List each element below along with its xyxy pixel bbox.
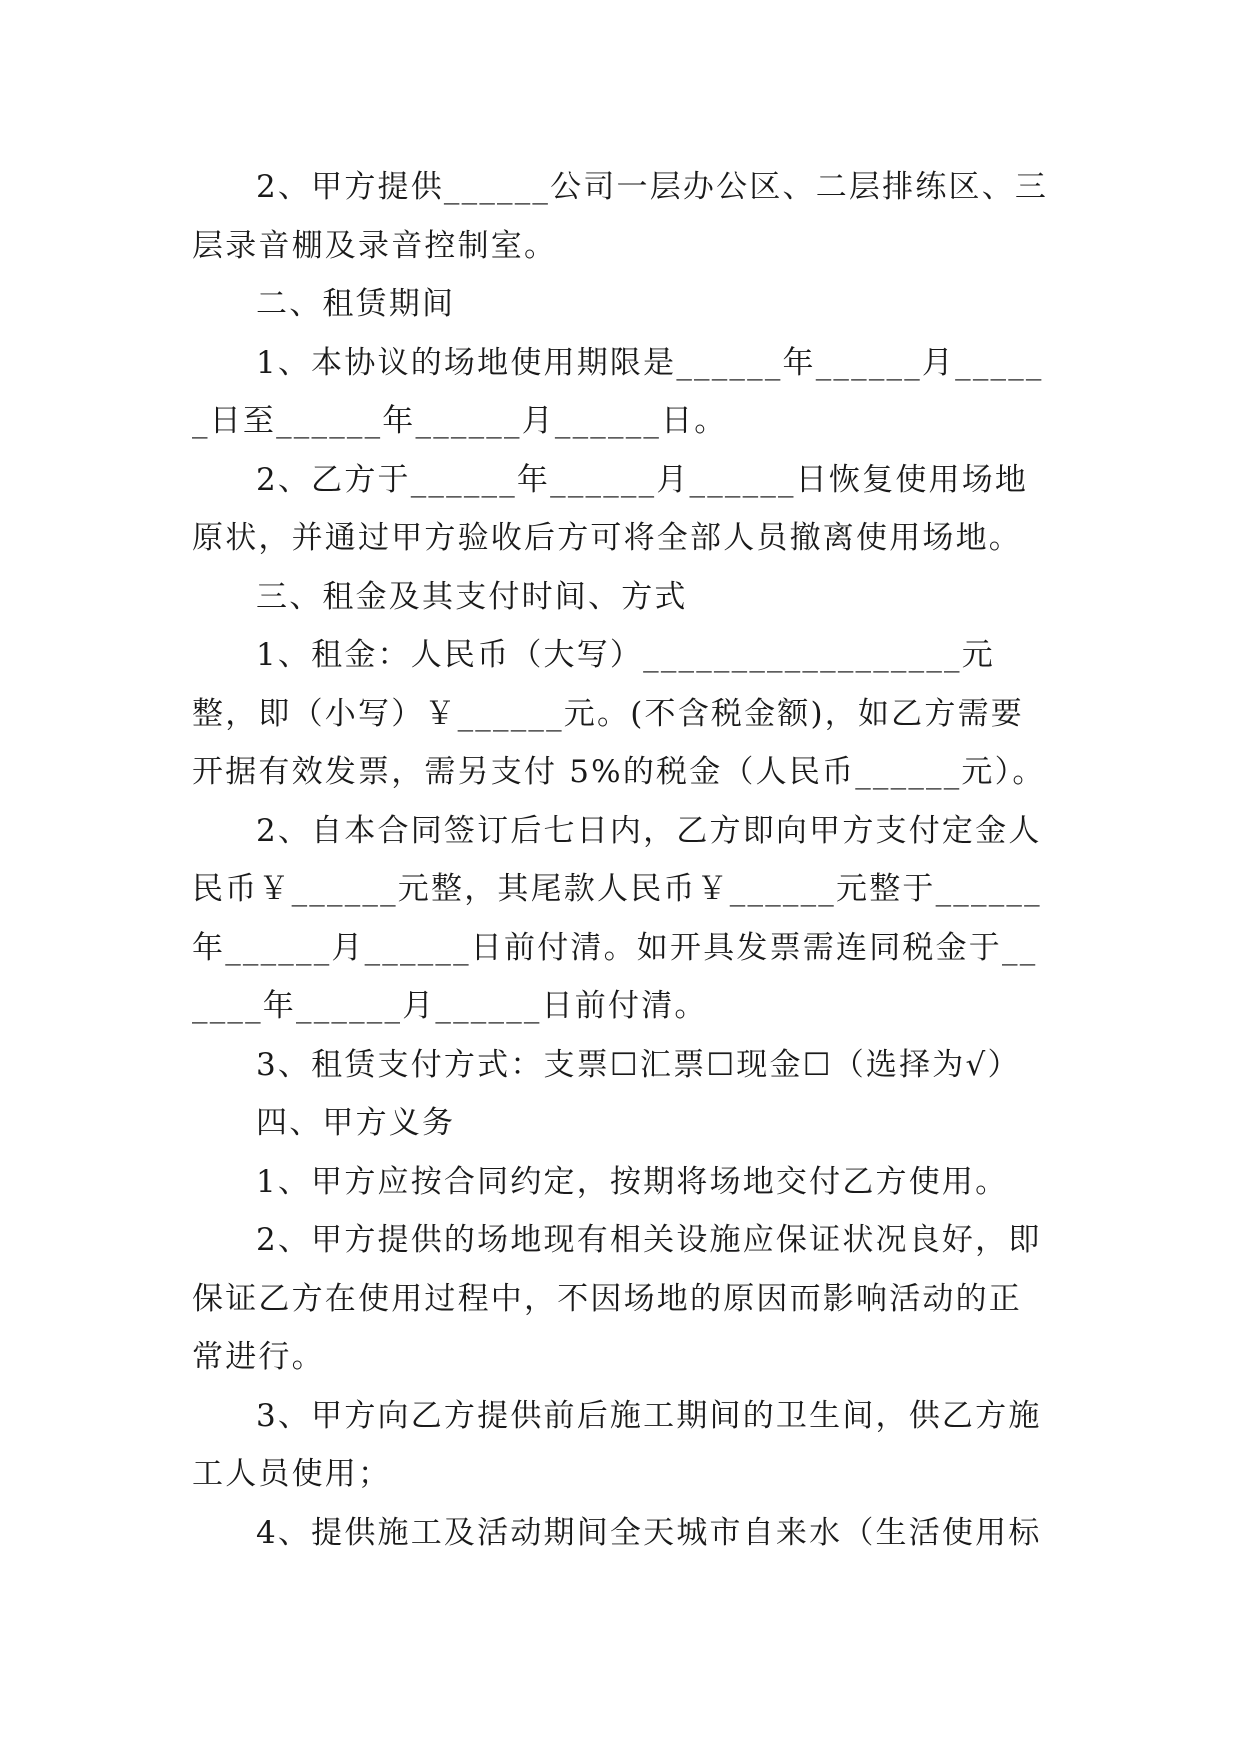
heading-rent-payment: 三、租金及其支付时间、方式 xyxy=(256,578,688,615)
paragraph-water-supply: 4、提供施工及活动期间全天城市自来水（生活使用标 xyxy=(256,1514,1042,1551)
paragraph-usage-term: 1、本协议的场地使用期限是______年______月______日至______年______月______日。 xyxy=(192,344,1044,439)
heading-lease-period: 二、租赁期间 xyxy=(256,286,456,322)
paragraph-payment-method: 3、租赁支付方式：支票☐汇票☐现金☐（选择为√） xyxy=(256,1046,1021,1083)
paragraph-deposit-schedule: 2、自本合同签订后七日内，乙方即向甲方支付定金人民币￥______元整，其尾款人民币￥______元整于______年______月______日前付清。如开具发票需连同税金于______年______月______日前付清。 xyxy=(192,812,1042,1024)
paragraph-restroom-provision: 3、甲方向乙方提供前后施工期间的卫生间，供乙方施工人员使用； xyxy=(192,1397,1042,1492)
paragraph-deliver-venue: 1、甲方应按合同约定，按期将场地交付乙方使用。 xyxy=(256,1163,1009,1200)
heading-party-a-obligations: 四、甲方义务 xyxy=(256,1105,456,1141)
paragraph-venue-provision: 2、甲方提供______公司一层办公区、二层排练区、三层录音棚及录音控制室。 xyxy=(192,169,1049,264)
paragraph-restore-venue: 2、乙方于______年______月______日恢复使用场地原状，并通过甲方验收后方可将全部人员撤离使用场地。 xyxy=(192,461,1029,556)
paragraph-facilities-condition: 2、甲方提供的场地现有相关设施应保证状况良好，即保证乙方在使用过程中，不因场地的原因而影响活动的正常进行。 xyxy=(192,1222,1042,1375)
paragraph-rent-amount: 1、租金：人民币（大写）__________________元整，即（小写）￥______元。(不含税金额)，如乙方需要开据有效发票，需另支付 5%的税金（人民币______元）。 xyxy=(192,637,1046,790)
document-body xyxy=(192,158,1052,1562)
